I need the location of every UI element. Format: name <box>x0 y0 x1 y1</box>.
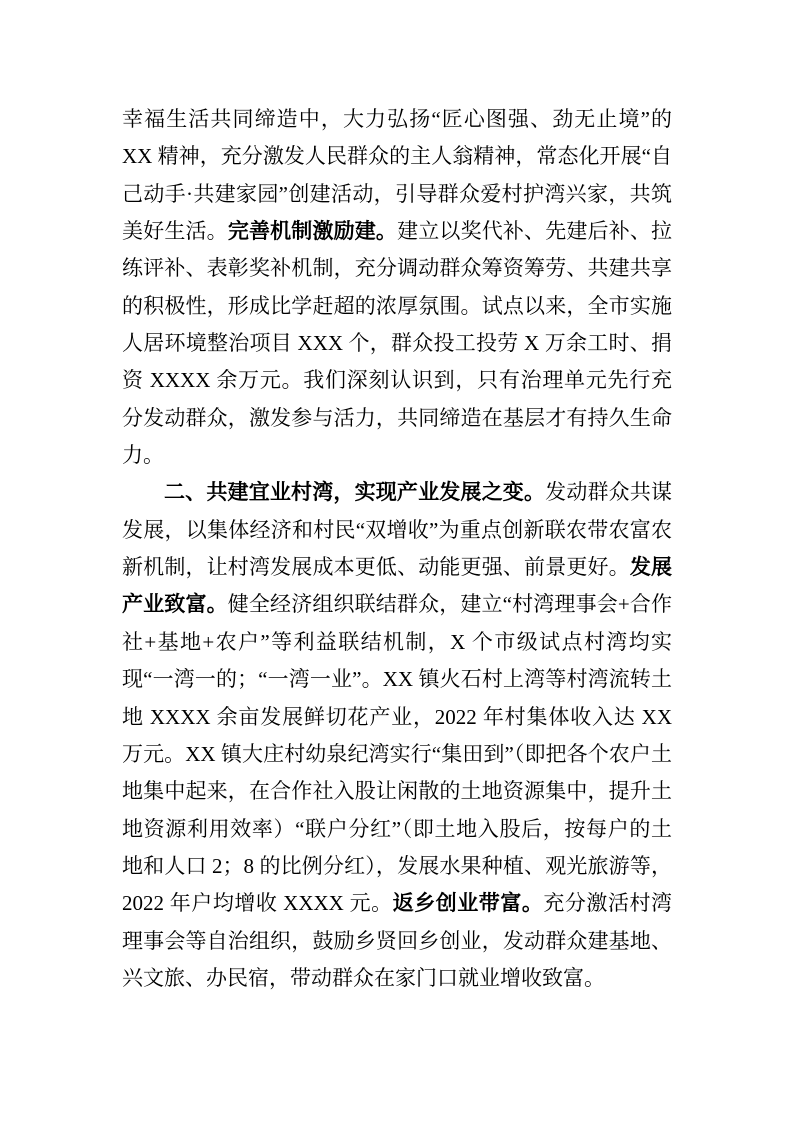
document-body <box>122 101 672 997</box>
paragraph-2 <box>122 474 672 997</box>
text-run: 发动群众共谋发展，以集体经济和村民“双增收”为重点创新联农带农富农新机制，让村湾发展成本更低、动能更强、前景更好。 <box>122 480 673 580</box>
text-run: 充分激活村湾理事会等自治组织，鼓励乡贤回乡创业，发动群众建基地、兴文旅、办民宿，带动群众在家门口就业增收致富。 <box>122 891 673 990</box>
text-run: 健全经济组织联结群众，建立“村湾理事会+合作社+基地+农户”等利益联结机制，X 个市级试点村湾均实现“一湾一的；“一湾一业”。XX 镇火石村上湾等村湾流转土地 XXXX 余亩发展鲜切花产业，2022 年村集体收入达 XX 万元。XX 镇大庄村幼泉纪湾实行“集田到”（即把各个农户土地集中起来，在合作社入股让闲散的土地资源集中，提升土地资源利用效率）“联户分红”（即土地入股后，按每户的土地和人口 2；8 的比例分红），发展水果种植、观光旅游等，2022 年户均增收 XXXX 元。 <box>122 592 673 916</box>
text-run: 建立以奖代补、先建后补、拉练评补、表彰奖补机制，充分调动群众筹资筹劳、共建共享的积极性，形成比学赶超的浓厚氛围。试点以来，全市实施人居环境整治项目 XXX 个，群众投工投劳 X 万余工时、捐资 XXXX 余万元。我们深刻认识到，只有治理单元先行充分发动群众，激发参与活力，共同缔造在基层才有持久生命力。 <box>122 219 673 468</box>
bold-heading-run: 二、共建宜业村湾，实现产业发展之变。 <box>164 480 546 505</box>
bold-heading-run: 完善机制激励建。 <box>227 219 398 244</box>
bold-heading-run: 发展产业致富。 <box>122 555 673 617</box>
paragraph-1 <box>122 101 672 474</box>
text-run: 幸福生活共同缔造中，大力弘扬“匠心图强、劲无止境”的 XX 精神，充分激发人民群众的主人翁精神，常态化开展“自己动手·共建家园”创建活动，引导群众爱村护湾兴家，共筑美好生活。 <box>122 107 672 244</box>
bold-heading-run: 返乡创业带富。 <box>392 891 544 916</box>
